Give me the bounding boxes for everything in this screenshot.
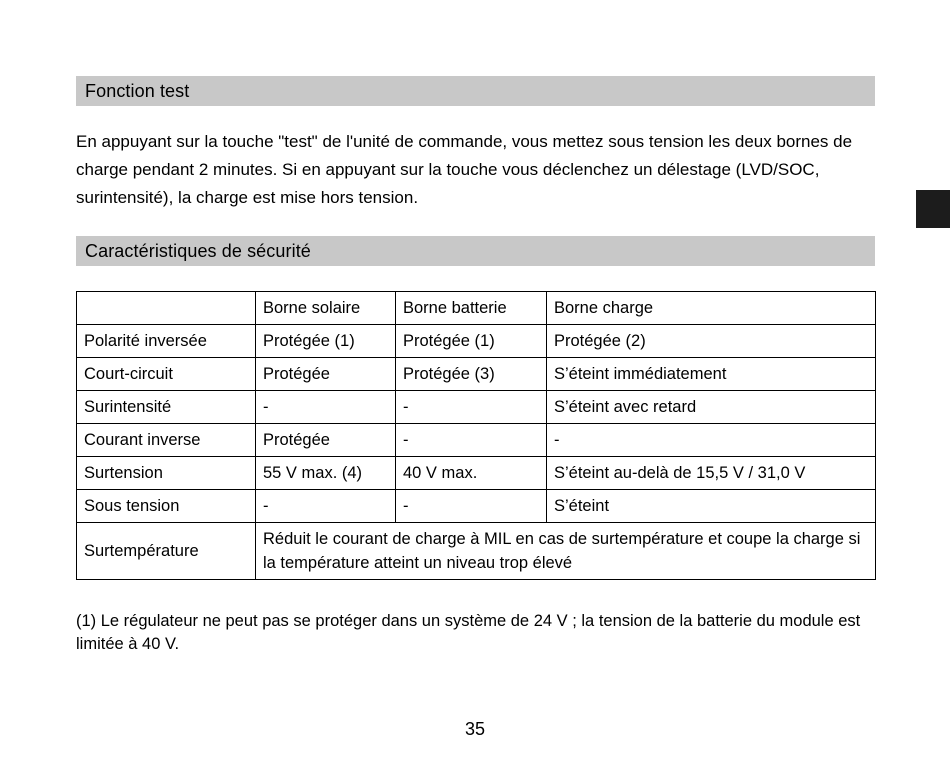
- table-header-empty: [77, 292, 256, 325]
- page-number: 35: [464, 719, 486, 739]
- section-header-caracteristiques-securite: [76, 236, 875, 266]
- security-characteristics-table: [76, 291, 876, 580]
- table-row-surtemperature: [77, 523, 876, 580]
- table-cell: Protégée (2): [547, 325, 876, 358]
- row-label: Surintensité: [77, 391, 256, 424]
- table-row-sous-tension: [77, 490, 876, 523]
- table-cell: -: [256, 391, 396, 424]
- table-cell: 40 V max.: [396, 457, 547, 490]
- table-header-borne-charge: Borne charge: [547, 292, 876, 325]
- section-title-caracteristiques-securite: Caractéristiques de sécurité: [85, 240, 311, 261]
- section-title-fonction-test: Fonction test: [85, 80, 190, 101]
- table-cell: Protégée (1): [256, 325, 396, 358]
- table-cell: -: [547, 424, 876, 457]
- table-header-row: [77, 292, 876, 325]
- table-cell: 55 V max. (4): [256, 457, 396, 490]
- table-cell-spanning: Réduit le courant de charge à MIL en cas de surtempérature et coupe la charge si la température atteint un niveau trop élevé: [256, 523, 876, 580]
- page-edge-tab-marker: [916, 190, 950, 228]
- table-cell: S’éteint au-delà de 15,5 V / 31,0 V: [547, 457, 876, 490]
- row-label: Polarité inversée: [77, 325, 256, 358]
- table-cell: -: [396, 424, 547, 457]
- table-row-court-circuit: [77, 358, 876, 391]
- section-header-fonction-test: [76, 76, 875, 106]
- footnote-1: (1) Le régulateur ne peut pas se protéger dans un système de 24 V ; la tension de la batterie du module est limitée à 40 V.: [76, 612, 861, 653]
- paragraph-fonction-test: En appuyant sur la touche "test" de l'unité de commande, vous mettez sous tension les deux bornes de charge pendant 2 minutes. Si en appuyant sur la touche vous déclenchez un délestage (LVD/SOC, surintensité), la charge est mise hors tension.: [76, 132, 853, 207]
- table-cell: Protégée: [256, 358, 396, 391]
- table-header-borne-solaire: Borne solaire: [256, 292, 396, 325]
- document-page-content: [76, 76, 875, 656]
- row-label: Sous tension: [77, 490, 256, 523]
- table-cell: -: [256, 490, 396, 523]
- table-cell: Protégée: [256, 424, 396, 457]
- table-cell: S’éteint: [547, 490, 876, 523]
- row-label: Surtension: [77, 457, 256, 490]
- table-row-surtension: [77, 457, 876, 490]
- table-cell: S’éteint avec retard: [547, 391, 876, 424]
- table-cell: Protégée (3): [396, 358, 547, 391]
- row-label: Court-circuit: [77, 358, 256, 391]
- table-cell: S’éteint immédiatement: [547, 358, 876, 391]
- row-label: Surtempérature: [77, 523, 256, 580]
- table-row-courant-inverse: [77, 424, 876, 457]
- table-cell: Protégée (1): [396, 325, 547, 358]
- row-label: Courant inverse: [77, 424, 256, 457]
- table-header-borne-batterie: Borne batterie: [396, 292, 547, 325]
- table-cell: -: [396, 490, 547, 523]
- table-cell: -: [396, 391, 547, 424]
- table-row-polarite-inversee: [77, 325, 876, 358]
- table-row-surintensite: [77, 391, 876, 424]
